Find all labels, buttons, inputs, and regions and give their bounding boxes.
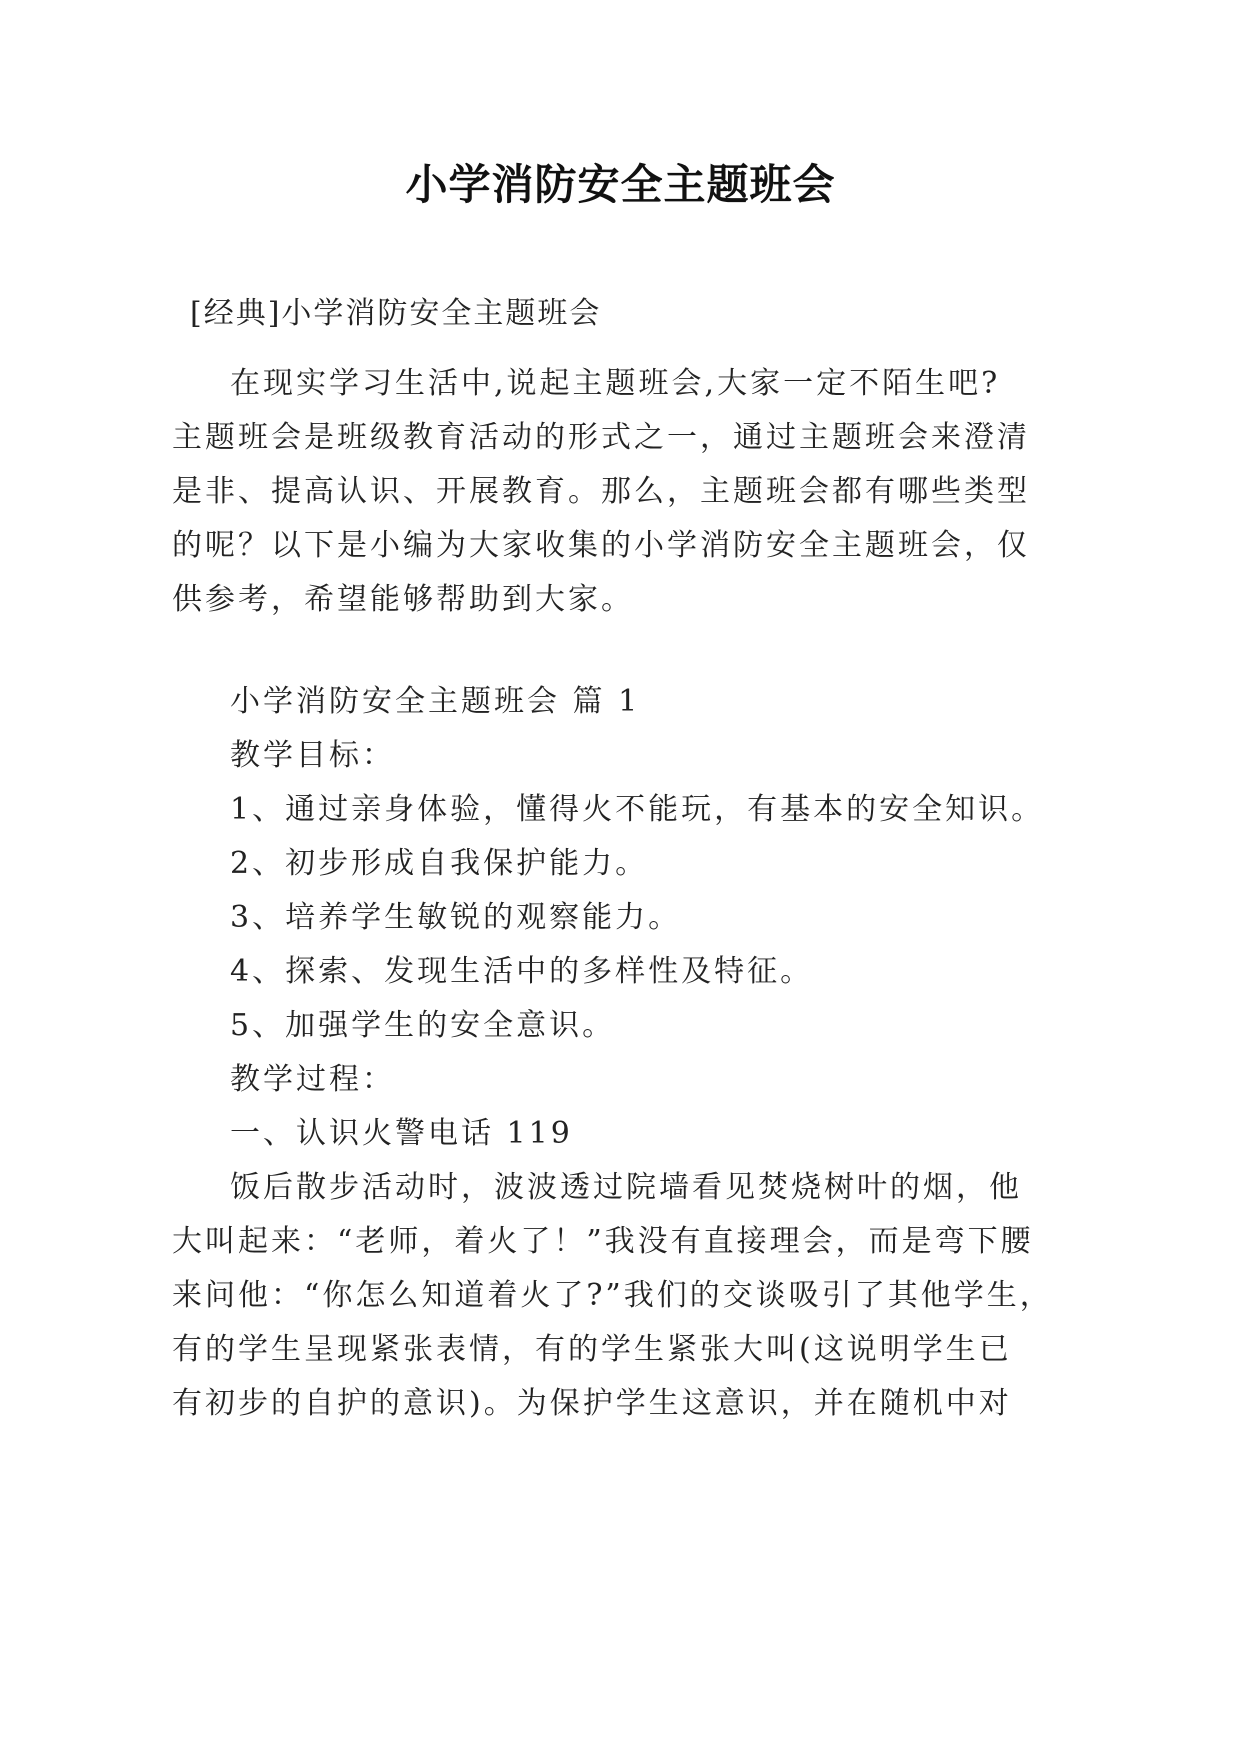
intro-line: 是非、提高认识、开展教育。那么，主题班会都有哪些类型 [172,474,1030,509]
intro-line: 的呢？以下是小编为大家收集的小学消防安全主题班会，仅 [172,528,1030,563]
goal-item: 1、通过亲身体验，懂得火不能玩，有基本的安全知识。 [230,792,1045,827]
goal-item: 3、培养学生敏锐的观察能力。 [230,900,682,935]
document-title: 小学消防安全主题班会 [405,160,836,209]
process-heading: 教学过程： [230,1062,395,1097]
intro-line: 供参考，希望能够帮助到大家。 [172,582,634,617]
goals-heading: 教学目标： [230,738,395,773]
intro-line: 主题班会是班级教育活动的形式之一，通过主题班会来澄清 [172,420,1030,455]
step-heading: 一、认识火警电话 119 [230,1116,573,1151]
story-line: 来问他：“你怎么知道着火了?”我们的交谈吸引了其他学生， [172,1278,1053,1313]
story-line: 大叫起来：“老师，着火了！”我没有直接理会，而是弯下腰 [172,1224,1034,1259]
goal-item: 4、探索、发现生活中的多样性及特征。 [230,954,814,989]
story-line: 有初步的自护的意识)。为保护学生这意识，并在随机中对 [172,1386,1012,1421]
goal-item: 2、初步形成自我保护能力。 [230,846,649,881]
story-line: 有的学生呈现紧张表情，有的学生紧张大叫(这说明学生已 [172,1332,1012,1367]
intro-line: 在现实学习生活中,说起主题班会,大家一定不陌生吧? [230,366,1001,401]
section-heading: 小学消防安全主题班会 篇 1 [230,684,641,719]
story-line: 饭后散步活动时，波波透过院墙看见焚烧树叶的烟，他 [230,1170,1022,1205]
document-subtitle: [经典]小学消防安全主题班会 [190,296,602,331]
goal-item: 5、加强学生的安全意识。 [230,1008,616,1043]
